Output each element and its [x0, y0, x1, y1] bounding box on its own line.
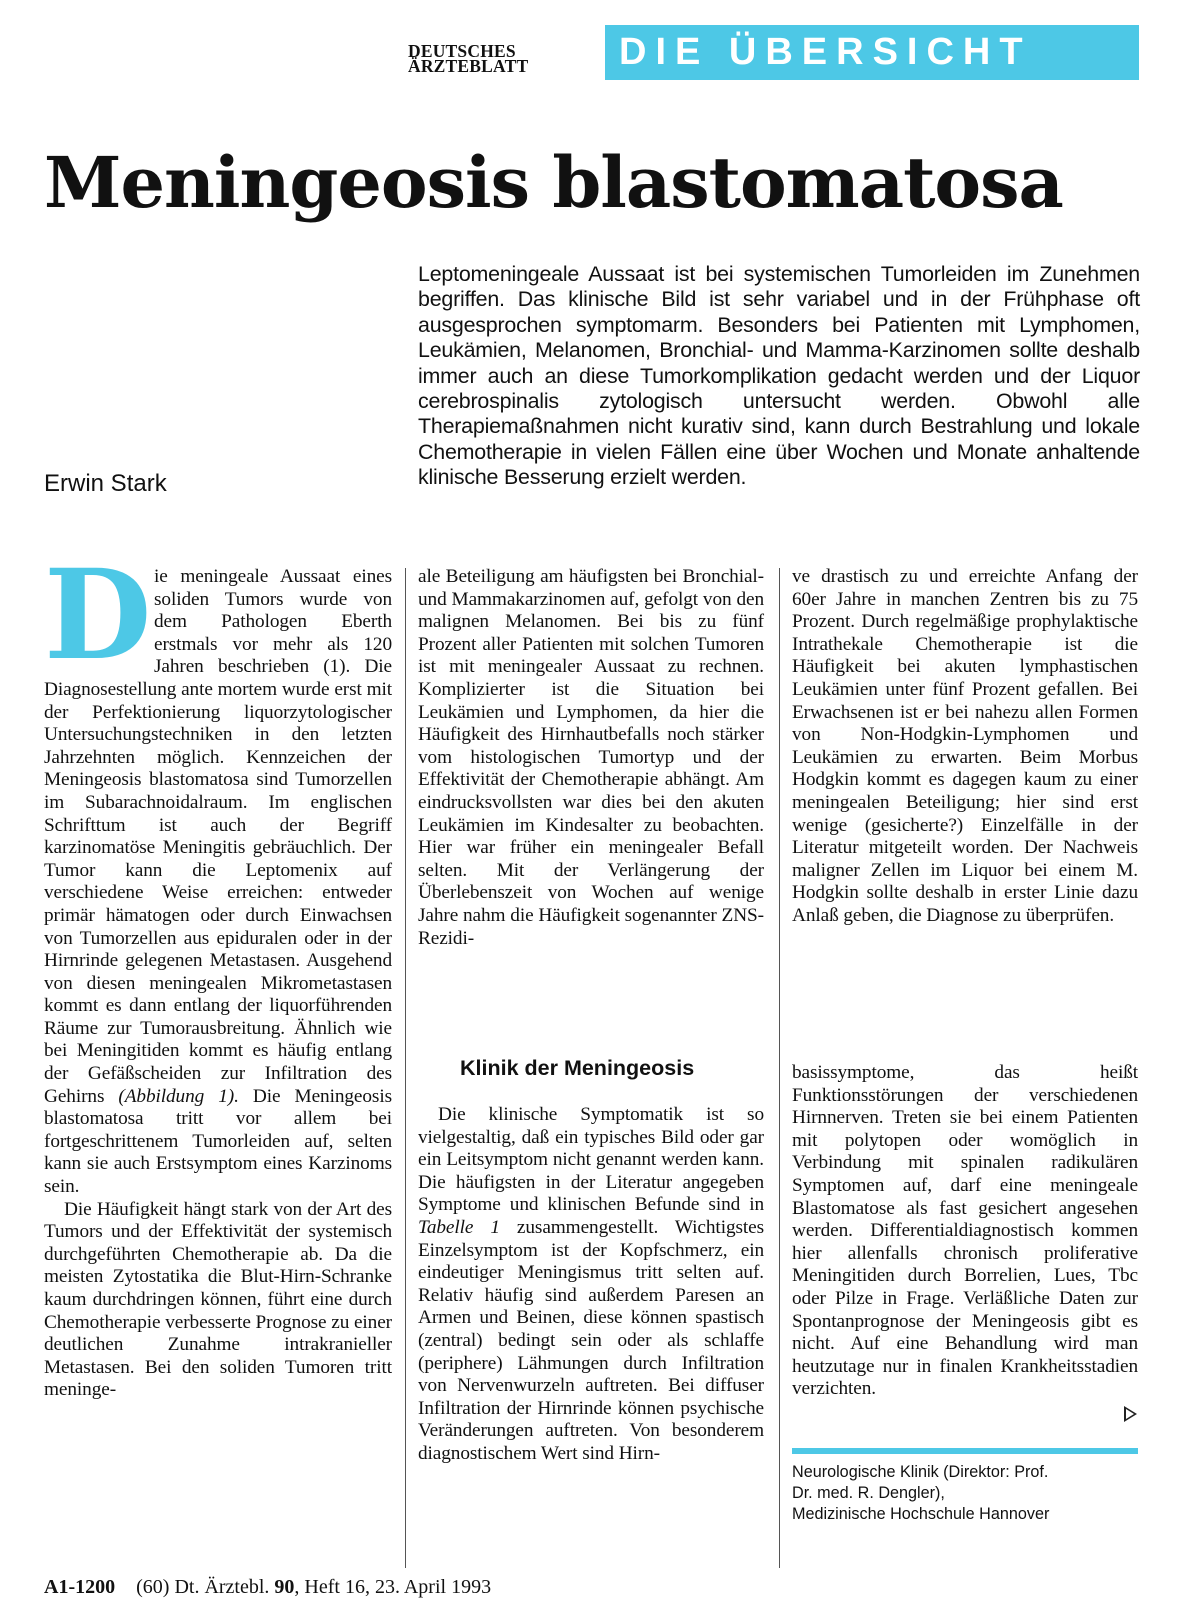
section-heading: Klinik der Meningeosis	[460, 1056, 695, 1080]
journal-logo	[408, 41, 564, 76]
table-reference: Tabelle 1	[418, 1216, 500, 1238]
body-paragraph: ve drastisch zu und erreichte Anfang der 60er Jahre in manchen Zentren bis zu 75 Prozent. Durch regelmäßige prophylaktische Intrathekale Chemotherapie ist die Häufigkeit bei akuten lymphastischen Leukämien unter fünf Prozent gefallen. Bei Erwachsenen ist er bei nahezu allen Formen von Non-Hodgkin-Lymphomen und Leukämien zu erwarten. Beim Morbus Hodgkin kommt es dagegen kaum zu einer meningealen Beteiligung; hier sind erst wenige (gesicherte?) Einzelfälle in der Literatur mitgeteilt worden. Der Nachweis maligner Zellen im Liquor bei einem M. Hodgkin sollte deshalb in erster Linie dazu Anlaß geben, die Diagnose zu überprüfen.	[792, 566, 1138, 926]
column-divider	[779, 568, 780, 1568]
body-text: zusammengestellt. Wichtigstes Einzelsymptom ist der Kopfschmerz, ein eindeutiger Meningismus tritt selten auf. Relativ häufig sind außerdem Paresen an Armen und Beinen, diese können spastisch (zentral) bedingt sein oder als schlaffe (periphere) Lähmungen durch Infiltration von Nervenwurzeln auftreten. Bei diffuser Infiltration der Hirnrinde können psychische Veränderungen auftreten. Von besonderem diagnostischem Wert sind Hirn-	[418, 1216, 765, 1464]
body-paragraph: basissymptome, das heißt Funktionsstörungen der verschiedenen Hirnnerven. Treten sie bei einem Patienten mit polytopen oder womöglich in Verbindung mit spinalen radikulären Symptomen auf, darf eine meningeale Blastomatose als fast gesichert angesehen werden. Differentialdiagnostisch kommen hier allenfalls chronisch proliferative Meningitiden durch Borrelien, Lues, Tbc oder Pilze in Frage. Verläßliche Daten zur Spontanprognose der Meningeosis gibt es nicht. Auf eine Behandlung wird man heutzutage nur in finalen Krankheitsstadien verzichten.	[792, 1062, 1138, 1400]
page-number: (60)	[136, 1576, 170, 1598]
dropcap: D	[44, 543, 152, 688]
body-column-2	[418, 566, 764, 950]
page-code: A1-1200	[44, 1576, 116, 1598]
body-paragraph: Die Häufigkeit hängt stark von der Art des Tumors und der Effektivität der systemisch durchgeführten Chemotherapie ab. Da die meisten Zytostatika die Blut-Hirn-Schranke kaum durchdringen können, führt eine durch Chemotherapie verbesserte Prognose zu einer deutlichen Zunahme intrakranieller Metastasen. Bei den soliden Tumoren tritt meninge-	[44, 1198, 392, 1401]
journal-logo-line2: ÄRZTEBLATT	[408, 56, 529, 76]
affiliation-line: Medizinische Hochschule Hannover	[792, 1505, 1050, 1523]
affiliation-line: Dr. med. R. Dengler),	[792, 1484, 945, 1502]
author: Erwin Stark	[44, 470, 167, 497]
continue-arrow-icon	[1124, 1406, 1137, 1422]
abstract: Leptomeningeale Aussaat ist bei systemischen Tumorleiden im Zunehmen begriffen. Das klinische Bild ist sehr variabel und in der Frühphase oft ausgesprochen symptomarm. Besonders bei Patienten mit Lymphomen, Leukämien, Melanomen, Bronchial- und Mamma-Karzinomen sollte deshalb immer auch an diese Tumorkomplikation gedacht werden und der Liquor cerebrospinalis zytologisch untersucht werden. Obwohl alle Therapiemaßnahmen nicht kurativ sind, kann durch Bestrahlung und lokale Chemotherapie in vielen Fällen eine über Wochen und Monate anhaltende klinische Besserung erzielt werden.	[418, 262, 1140, 490]
section-banner: DIE ÜBERSICHT	[605, 25, 1139, 80]
figure-reference: (Abbildung 1).	[118, 1085, 239, 1107]
body-text: ie meningeale Aussaat eines soliden Tumors wurde von dem Pathologen Eberth erstmals vor mehr als 120 Jahren beschrieben (1). Die Diagnosestellung ante mortem wurde erst mit der Perfektionierung liquorzytologischer Untersuchungstechniken in den letzten Jahrzehnten möglich. Kennzeichen der Meningeosis blastomatosa sind Tumorzellen im Subarachnoidalraum. Im englischen Schrifttum ist auch der Begriff karzinomatöse Meningitis gebräuchlich. Der Tumor kann die Leptomenix auf verschiedene Weise erreichen: entweder primär hämatogen oder durch Einwachsen von Tumorzellen aus epiduralen oder in der Hirnrinde gelegenen Metastasen. Ausgehend von diesen meningealen Mikrometastasen kommt es dann entlang der liquorführenden Räume zur Tumorausbreitung. Ähnlich wie bei Meningitiden kommt es häufig entlang der Gefäßscheiden zur Infiltration des Gehirns	[44, 566, 392, 1107]
body-column-3	[792, 566, 1138, 928]
page-footer	[44, 1576, 491, 1599]
affiliation-rule	[792, 1448, 1138, 1454]
journal-name: Dt. Ärztebl.	[174, 1576, 270, 1598]
body-column-1	[44, 543, 392, 1402]
affiliation-line: Neurologische Klinik (Direktor: Prof.	[792, 1463, 1049, 1481]
journal-logo-line1: DEUTSCHES	[408, 41, 516, 61]
volume: 90	[274, 1576, 295, 1598]
page-title: Meningeosis blastomatosa	[44, 141, 1063, 224]
issue: , Heft 16, 23. April 1993	[294, 1576, 492, 1598]
column-divider	[405, 568, 406, 1568]
body-column-2-lower	[418, 1104, 764, 1466]
affiliation	[792, 1462, 1138, 1525]
body-column-3-lower	[792, 1062, 1138, 1401]
body-text: Die klinische Symptomatik ist so vielgestaltig, daß ein typisches Bild oder gar ein Leitsymptom nicht genannt werden kann. Die häufigsten in der Literatur angegeben Symptome und klinischen Befunde sind in	[418, 1104, 764, 1216]
body-paragraph: ale Beteiligung am häufigsten bei Bronchial- und Mammakarzinomen auf, gefolgt von den malignen Melanomen. Bei bis zu fünf Prozent aller Patienten mit solchen Tumoren ist mit meningealer Aussaat zu rechnen. Komplizierter ist die Situation bei Leukämien und Lymphomen, da hier die Häufigkeit des Hirnhautbefalls noch stärker vom histologischen Tumortyp und der Effektivität der Chemotherapie abhängt. Am eindrucksvollsten war dies bei den akuten Leukämien im Kindesalter zu beobachten. Hier war früher ein meningealer Befall selten. Mit der Verlängerung der Überlebenszeit von Wochen auf wenige Jahre nahm die Häufigkeit sogenannter ZNS-Rezidi-	[418, 566, 764, 949]
body-text: Die Meningeosis blastomatosa tritt vor allem bei fortgeschrittenem Tumorleiden auf, selten kann sie auch Erstsymptom eines Karzinoms sein.	[44, 1085, 392, 1198]
